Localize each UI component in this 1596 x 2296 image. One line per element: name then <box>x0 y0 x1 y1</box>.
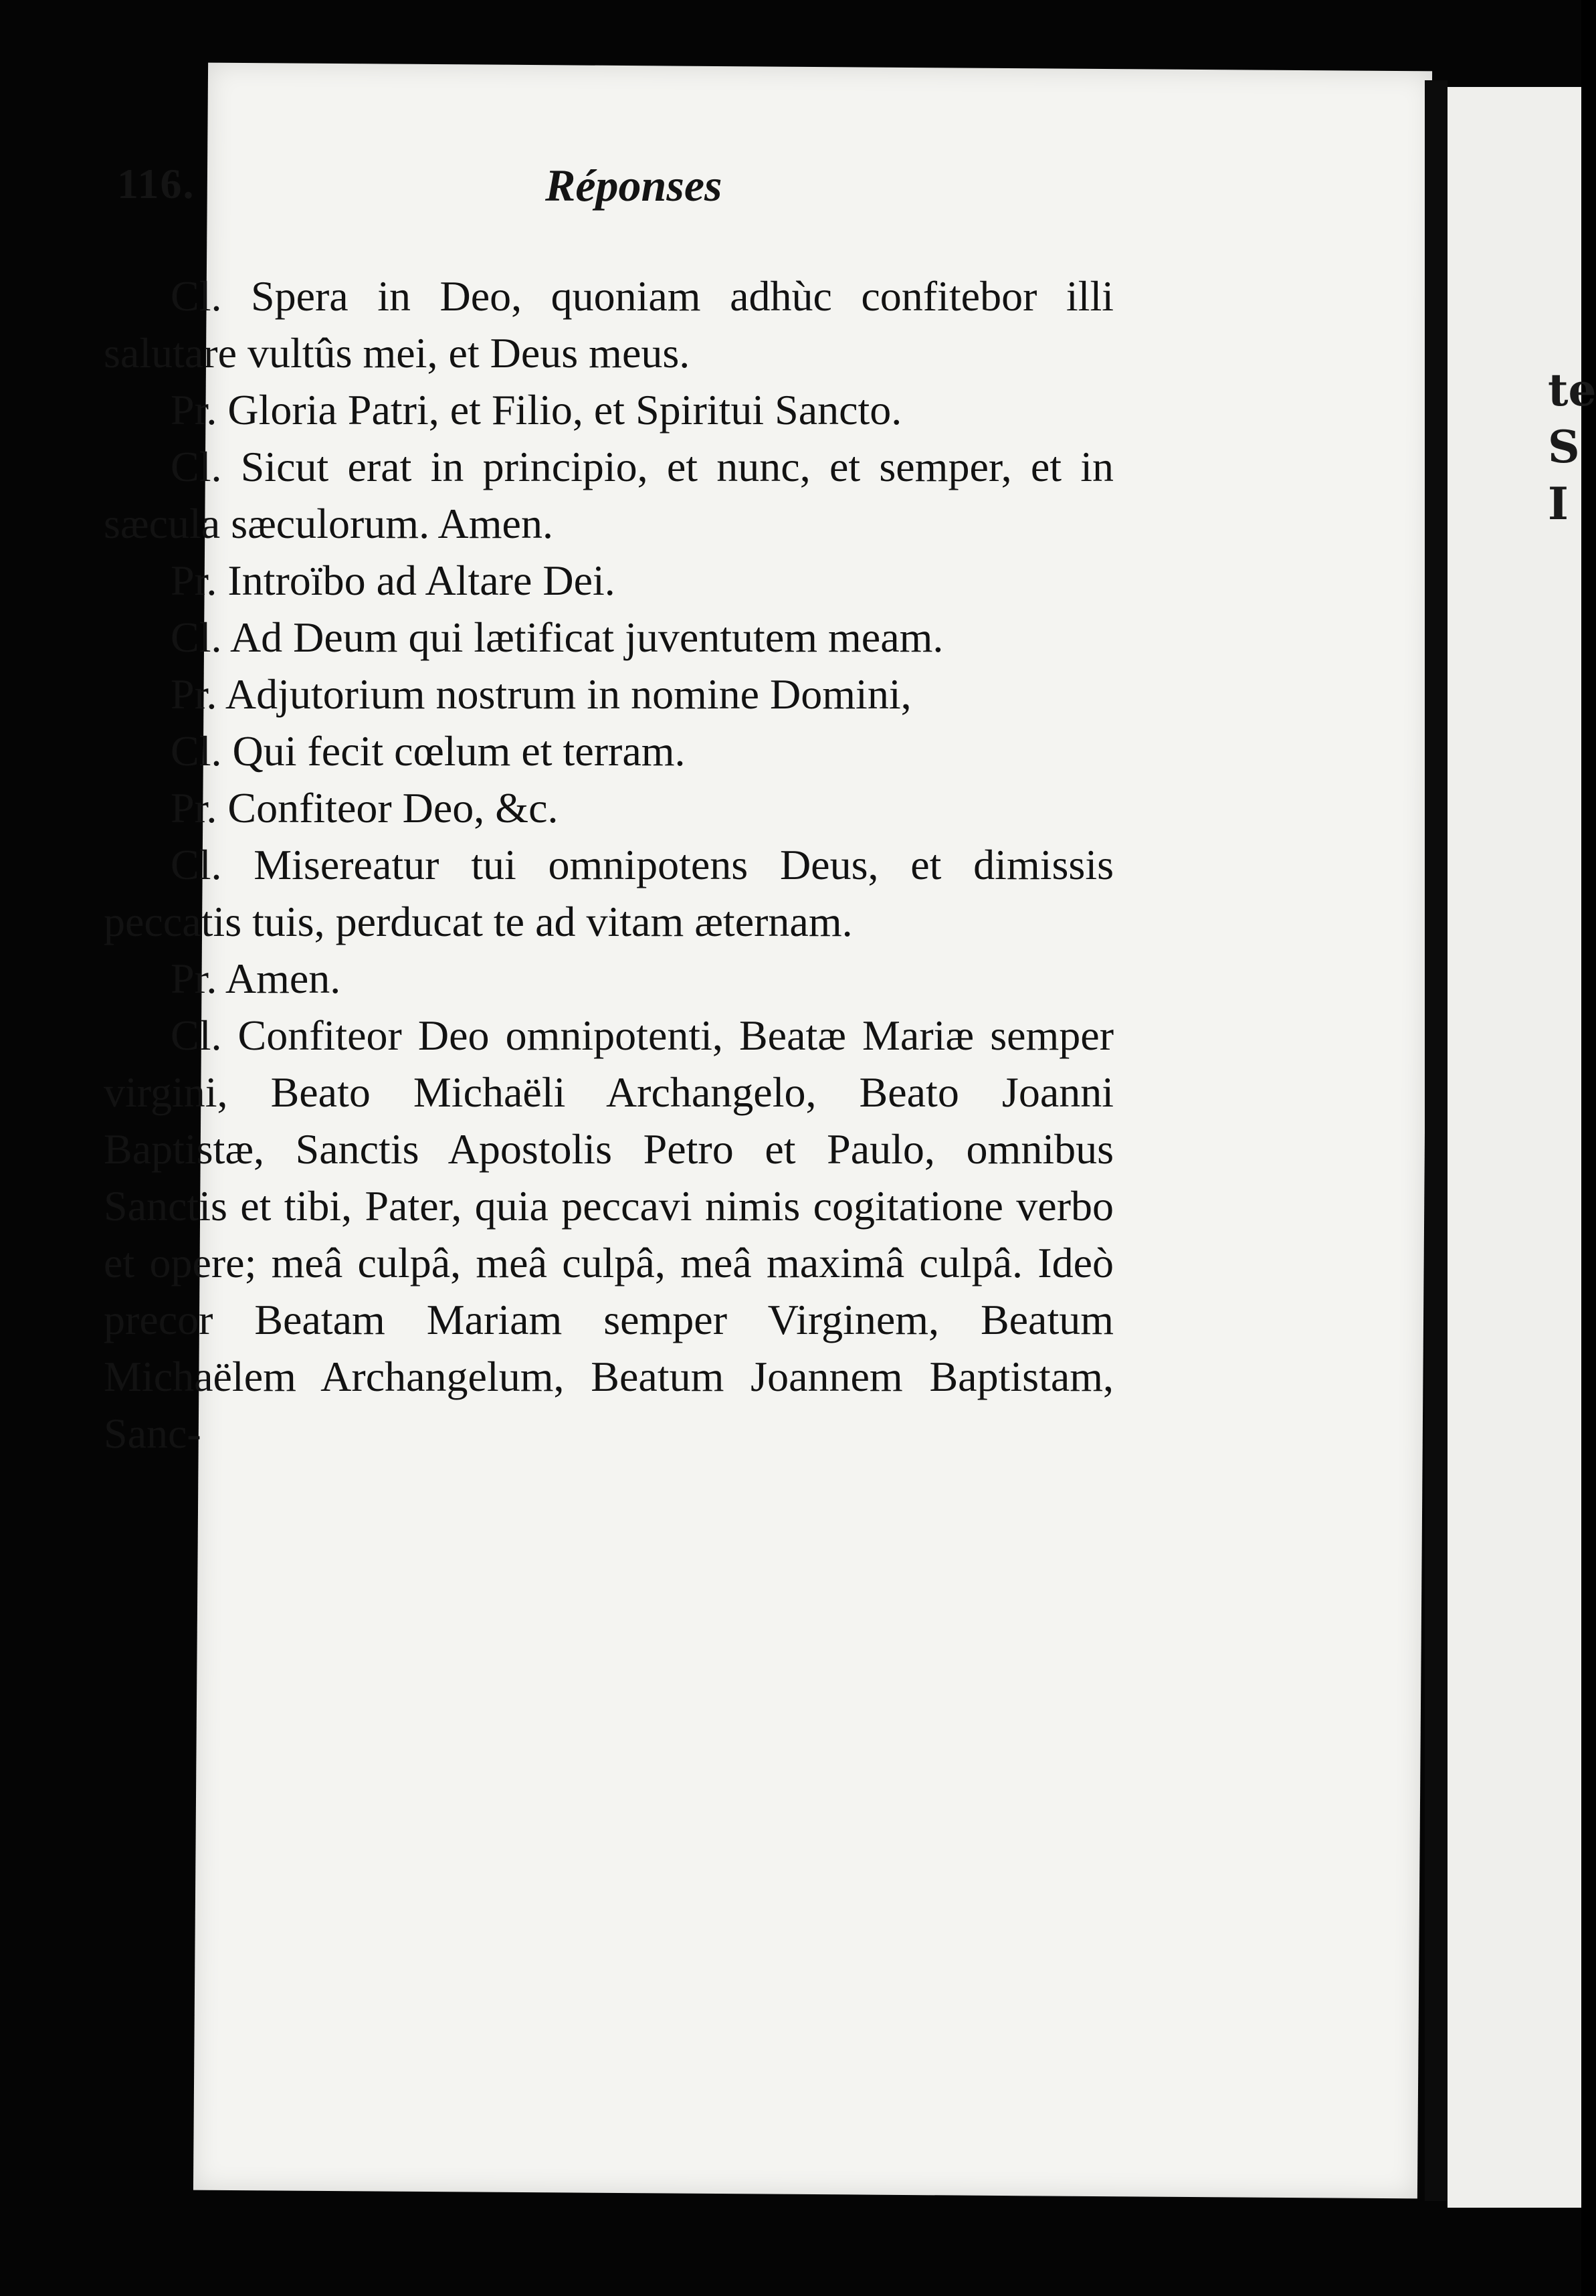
running-title: Réponses <box>545 160 722 211</box>
dialogue-line <box>104 609 1114 666</box>
dialogue-line <box>104 552 1114 609</box>
response-text: Spera in Deo, quoniam adhùc confitebor illi salutare vultûs mei, et Deus meus. <box>104 272 1114 377</box>
page-number: 116. <box>117 160 195 207</box>
facing-page-fragment: I <box>1548 478 1569 530</box>
speaker-label: Pr. <box>171 670 217 718</box>
facing-page-fragment: te <box>1548 364 1596 416</box>
response-text: Sicut erat in principio, et nunc, et semper, et in sæcula sæculorum. Amen. <box>104 443 1114 547</box>
response-text: Misereatur tui omnipotens Deus, et dimissis peccatis tuis, perducat te ad vitam æternam. <box>104 841 1114 945</box>
dialogue-line <box>104 836 1114 950</box>
speaker-label: Pr. <box>171 784 217 832</box>
dialogue-line <box>104 779 1114 836</box>
dialogue-line <box>104 438 1114 552</box>
dialogue-line <box>104 268 1114 381</box>
speaker-label: Cl. <box>171 443 222 490</box>
response-text: Qui fecit cœlum et terram. <box>232 727 686 775</box>
speaker-label: Cl. <box>171 841 222 888</box>
liturgical-text <box>104 268 1114 1462</box>
speaker-label: Cl. <box>171 272 222 320</box>
response-text: Ad Deum qui lætificat juventutem meam. <box>229 613 944 661</box>
facing-page-edge <box>1448 87 1596 2208</box>
dialogue-line <box>104 381 1114 438</box>
facing-page-fragment: S <box>1548 421 1580 473</box>
response-text: Amen. <box>225 955 341 1002</box>
dialogue-line <box>104 666 1114 723</box>
dialogue-line <box>104 950 1114 1007</box>
speaker-label: Pr. <box>171 557 217 604</box>
response-text: Confiteor Deo omnipotenti, Beatæ Mariæ semper virgini, Beato Michaëli Archangelo, Beato Joanni Baptistæ, Sanctis Apostolis Petro et Paulo, omnibus Sanctis et tibi, Pater, quia peccavi nimis cogitatione verbo et opere; meâ culpâ, meâ culpâ, meâ maximâ culpâ. Ideò precor Beatam Mariam semper Virginem, Beatum Michaëlem Archangelum, Beatum Joannem Baptistam, Sanc- <box>104 1012 1114 1457</box>
dialogue-line <box>104 1007 1114 1462</box>
page-header <box>117 159 1120 233</box>
response-text: Adjutorium nostrum in nomine Domini, <box>225 670 912 718</box>
response-text: Introïbo ad Altare Dei. <box>227 557 615 604</box>
speaker-label: Cl. <box>171 613 222 661</box>
speaker-label: Pr. <box>171 386 217 434</box>
speaker-label: Pr. <box>171 955 217 1002</box>
response-text: Gloria Patri, et Filio, et Spiritui Sancto. <box>227 386 902 434</box>
speaker-label: Cl. <box>171 727 222 775</box>
response-text: Confiteor Deo, &c. <box>227 784 559 832</box>
book-gutter <box>1425 80 1448 2201</box>
speaker-label: Cl. <box>171 1012 222 1059</box>
dialogue-line <box>104 723 1114 779</box>
